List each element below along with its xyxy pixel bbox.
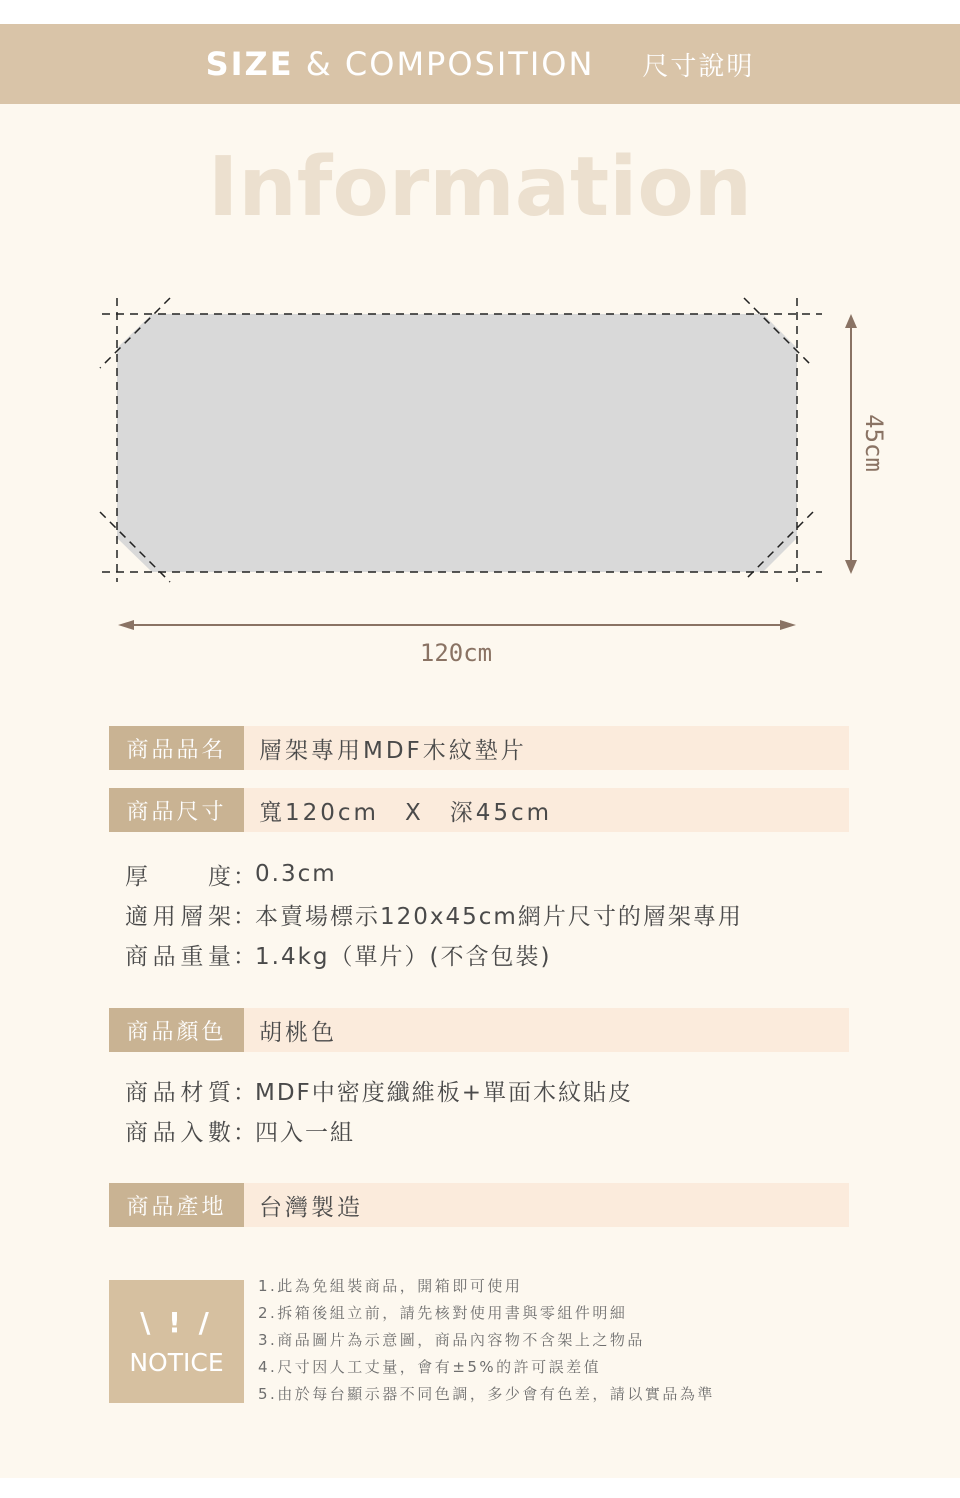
row-product-color-label: 商品顏色 [109,1008,244,1052]
row-product-origin-label: 商品產地 [109,1183,244,1227]
spec-value: 本賣場標示120x45cm網片尺寸的層架專用 [255,903,743,930]
spec-colon: ： [233,943,258,970]
size-diagram-svg [0,290,960,680]
row-product-name [109,726,849,770]
width-label: 120cm [419,639,493,667]
spec-value: 0.3cm [255,861,337,887]
notice-item: 3.商品圖片為示意圖，商品內容物不含架上之物品 [258,1331,645,1349]
spec-compatible-shelf [125,894,743,934]
notice-item: 4.尺寸因人工丈量，會有±5%的許可誤差值 [258,1358,602,1376]
notice-alert-icon: \ ! / [140,1306,213,1339]
notice-list [258,1273,715,1408]
spec-value: 四入一組 [255,1119,355,1146]
height-arrow [845,314,857,574]
row-product-name-label: 商品品名 [109,726,244,770]
spec-key: 適用層架 [125,903,233,930]
spec-weight [125,934,743,974]
size-diagram [0,290,960,680]
spec-block-2 [125,1070,633,1150]
header-title-zh: 尺寸說明 [642,51,755,82]
spec-key: 商品入數 [125,1119,233,1146]
spec-key: 商品重量 [125,943,233,970]
row-product-origin-value: 台灣製造 [259,1194,363,1221]
top-margin [0,0,960,24]
spec-thickness [125,854,743,894]
width-arrow [118,620,796,630]
spec-colon: ： [233,1079,258,1106]
notice-item: 2.拆箱後組立前，請先核對使用書與零組件明細 [258,1304,628,1322]
notice-label: NOTICE [129,1348,224,1377]
row-product-size-value: 寬120cm X 深45cm [259,799,553,826]
header-bar [0,24,960,104]
notice-item: 1.此為免組裝商品，開箱即可使用 [258,1277,523,1295]
header-title-bold: SIZE [205,45,294,83]
information-title: Information [207,140,753,235]
spec-quantity [125,1110,633,1150]
row-product-color [109,1008,849,1052]
header-title-en [206,45,595,83]
spec-value: MDF中密度纖維板+單面木紋貼皮 [255,1079,634,1106]
row-product-size-label: 商品尺寸 [109,788,244,832]
spec-material [125,1070,633,1110]
spec-colon: ： [233,863,258,890]
spec-key: 商品材質 [125,1079,233,1106]
header-title-rest: & COMPOSITION [293,45,595,83]
spec-value: 1.4kg（單片）(不含包裝) [255,943,552,970]
spec-key: 厚度 [125,863,233,890]
spec-colon: ： [233,1119,258,1146]
row-product-origin [109,1183,849,1227]
notice-box [109,1280,244,1403]
row-product-color-value: 胡桃色 [259,1019,337,1046]
spec-block-1 [125,854,743,974]
spec-colon: ： [233,903,258,930]
notice-item: 5.由於每台顯示器不同色調，多少會有色差，請以實品為準 [258,1385,715,1403]
mat-shape [117,314,797,572]
row-product-name-value: 層架專用MDF木紋墊片 [259,737,527,764]
height-label: 45cm [860,414,888,472]
row-product-size [109,788,849,832]
bottom-margin [0,1478,960,1498]
